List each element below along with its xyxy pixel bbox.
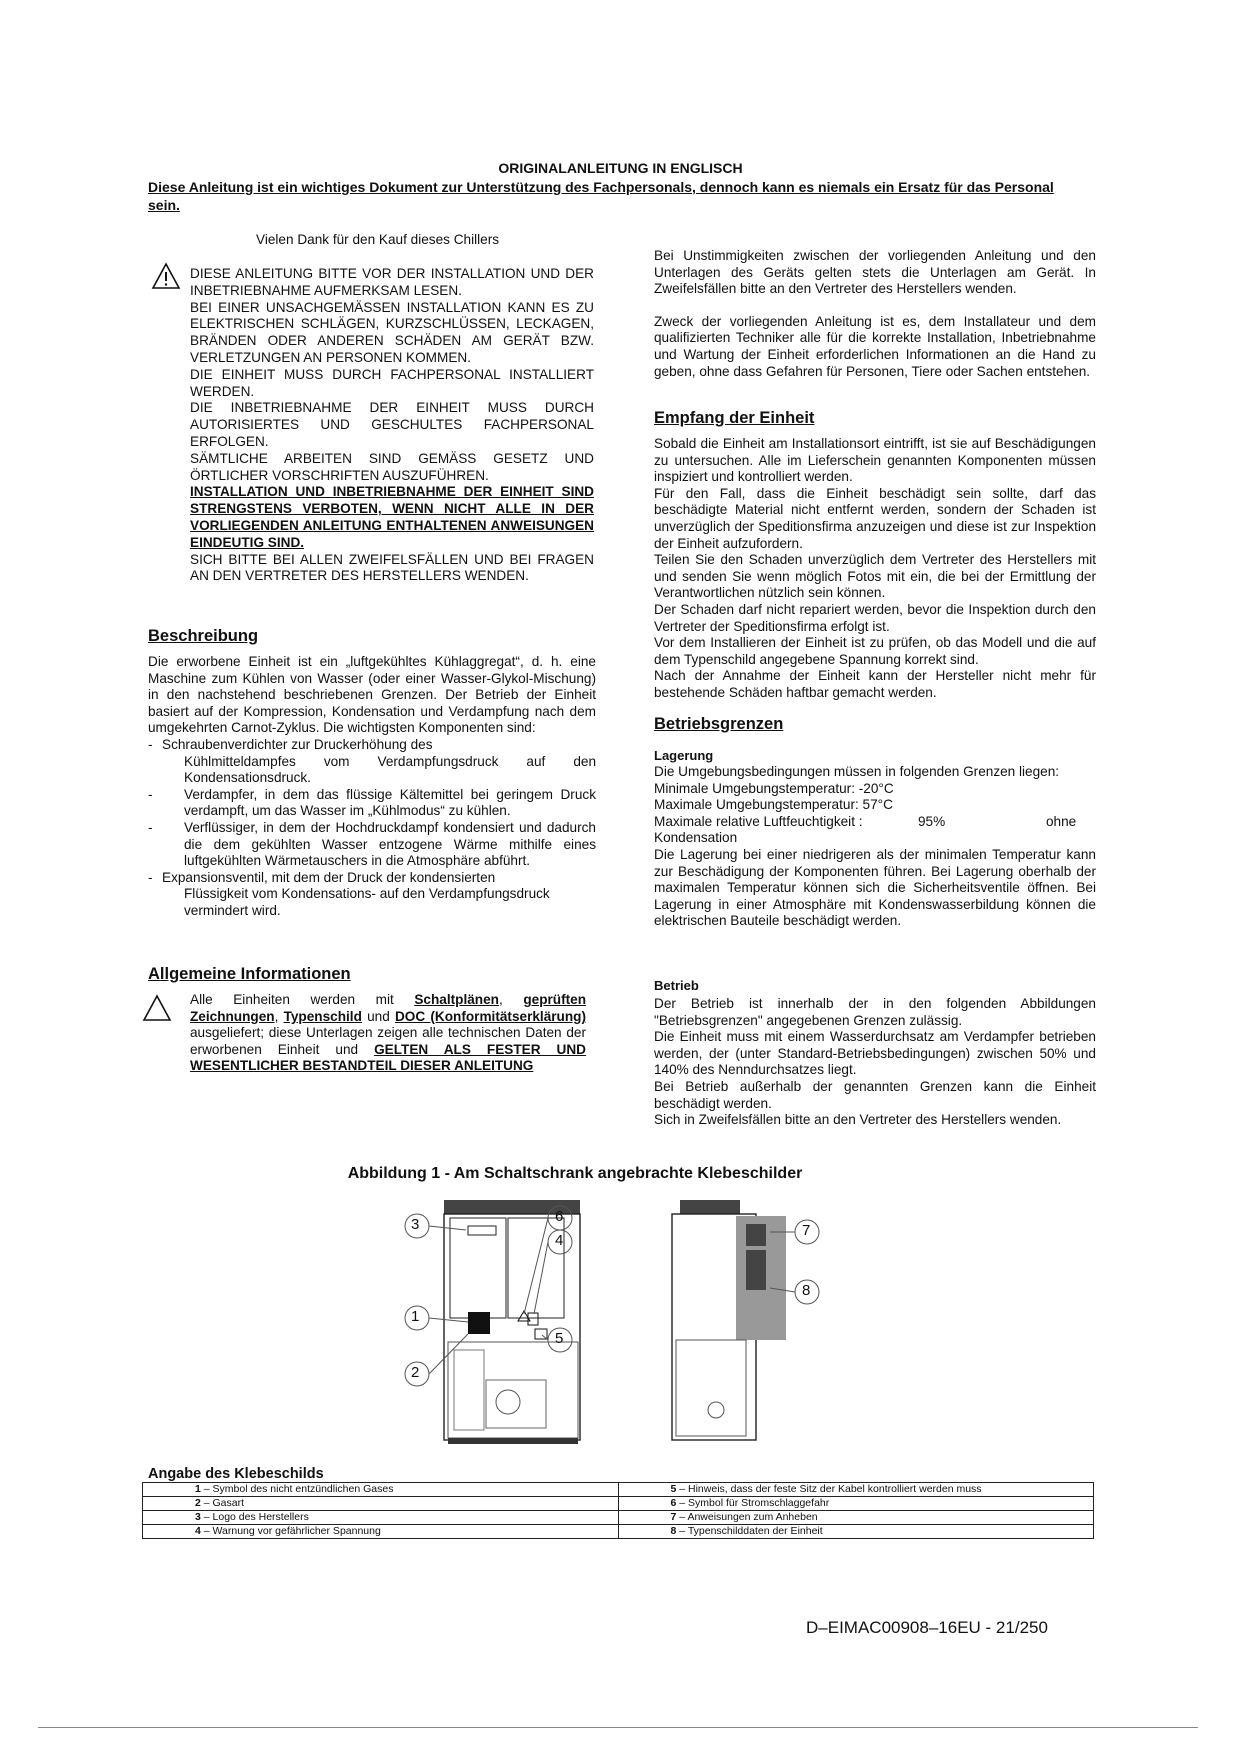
storage-section: Die Umgebungsbedingungen müssen in folgenden Grenzen liegen: Minimale Umgebungstemperatur: -20°C Maximale Umgebungstemperatur: 57°C Maximale relative Luftfeuchtigkeit : 95% ohne Kondensation Die Lagerung bei einer niedrigeren als der minimalen Temperatur kann zur Beschädigung der Komponenten führen. Bei Lagerung oberhalb der maximalen Temperatur können sich die Sicherheitsventile öffnen. Bei Lagerung in einer Atmosphäre mit Kondenswasserbildung können die elektrischen Bauteile beschädigt werden. — [654, 764, 1096, 929]
purpose-paragraph: Zweck der vorliegenden Anleitung ist es, dem Installateur und dem qualifizierten Techniker alle für die korrekte Installation, Inbetriebnahme und Wartung der Einheit erforderlichen Informationen an die Hand zu geben, ohne dass Gefahren für Personen, Tiere oder Sachen entstehen. — [654, 313, 1096, 379]
warning-line: BEI EINER UNSACHGEMÄSSEN INSTALLATION KANN ES ZU ELEKTRISCHEN SCHLÄGEN, KURZSCHLÜSSEN, LECKAGEN, BRÄNDEN ODER ANDEREN SCHÄDEN AM GERÄT BZW. VERLETZUNGEN AN PERSONEN KOMMEN. — [190, 299, 594, 365]
callout-label: 2 — [411, 1364, 420, 1381]
warning-triangle-icon — [142, 994, 172, 1022]
thanks-text: Vielen Dank für den Kauf dieses Chillers — [256, 232, 500, 247]
description-section — [148, 654, 596, 920]
description-heading: Beschreibung — [148, 627, 259, 645]
chiller-front-diagram — [400, 1190, 840, 1460]
warning-line: DIESE ANLEITUNG BITTE VOR DER INSTALLATION UND DER INBETRIEBNAHME AUFMERKSAM LESEN. — [190, 266, 594, 298]
storage-heading: Lagerung — [654, 748, 714, 763]
component-item: - Verflüssiger, in dem der Hochdruckdampf kondensiert und dadurch die dem gekühlten Wasser entzogene Wärme mithilfe eines luftgekühlten Wärmetauschers in die Atmosphäre abführt. — [148, 819, 596, 869]
legend-table — [142, 1482, 1094, 1539]
callout-label: 6 — [555, 1208, 564, 1225]
operation-section: Der Betrieb ist innerhalb der in den folgenden Abbildungen "Betriebsgrenzen" angegebenen Grenzen zulässig. Die Einheit muss mit einem Wasserdurchsatz am Verdampfer betrieben werden, der (unter Standard-Betriebsbedingungen) zwischen 50% und 140% des Nenndurchsatzes liegt. Bei Betrieb außerhalb der genannten Grenzen kann die Einheit beschädigt werden. Sich in Zweifelsfällen bitte an den Vertreter des Herstellers wenden. — [654, 996, 1096, 1128]
table-row: 1 – Symbol des nicht entzündlichen Gases 5 – Hinweis, dass der feste Sitz der Kabel kontrolliert werden muss — [143, 1483, 1094, 1497]
component-item: - Verdampfer, in dem das flüssige Kältemittel bei geringem Druck verdampft, um das Wasser im „Kühlmodus“ zu kühlen. — [148, 786, 596, 819]
callout-label: 8 — [802, 1282, 811, 1299]
operation-heading: Betrieb — [654, 978, 699, 993]
page-divider — [38, 1727, 1198, 1728]
table-row: 2 – Gasart 6 – Symbol für Stromschlaggefahr — [143, 1497, 1094, 1511]
callout-label: 1 — [411, 1308, 420, 1325]
description-intro: Die erworbene Einheit ist ein „luftgekühltes Kühlaggregat“, d. h. eine Maschine zum Kühlen von Wasser (oder einer Wasser-Glykol-Mischung) in den nachstehend beschriebenen Grenzen. Der Betrieb der Einheit basiert auf der Kompression, Kondensation und Verdampfung nach dem umgekehrten Carnot-Zyklus. Die wichtigsten Komponenten sind: — [148, 654, 596, 736]
callout-label: 3 — [411, 1216, 420, 1233]
table-row: 3 – Logo des Herstellers 7 – Anweisungen zum Anheben — [143, 1511, 1094, 1525]
table-row: 4 – Warnung vor gefährlicher Spannung 8 – Typenschilddaten der Einheit — [143, 1525, 1094, 1539]
warning-triangle-icon — [151, 262, 181, 290]
general-info-heading: Allgemeine Informationen — [148, 965, 351, 983]
callout-label: 7 — [802, 1222, 811, 1239]
right-column — [654, 248, 1096, 380]
warning-line: DIE EINHEIT MUSS DURCH FACHPERSONAL INSTALLIERT WERDEN. — [190, 366, 594, 399]
component-item: - Schraubenverdichter zur Druckerhöhung des Kühlmitteldampfes vom Verdampfungsdruck auf den Kondensationsdruck. — [148, 736, 596, 786]
document-subtitle: Diese Anleitung ist ein wichtiges Dokument zur Unterstützung des Fachpersonals, dennoch kann es niemals ein Ersatz für das Personal sein. — [148, 179, 1054, 213]
discrepancy-paragraph: Bei Unstimmigkeiten zwischen der vorliegenden Anleitung und den Unterlagen des Geräts gelten stets die Unterlagen am Gerät. In Zweifelsfällen bitte an den Vertreter des Herstellers wenden. — [654, 248, 1096, 297]
document-title: ORIGINALANLEITUNG IN ENGLISCH — [498, 160, 743, 176]
warning-end: SICH BITTE BEI ALLEN ZWEIFELSFÄLLEN UND BEI FRAGEN AN DEN VERTRETER DES HERSTELLERS WENDEN. — [190, 551, 594, 584]
callout-label: 4 — [555, 1232, 564, 1249]
limits-heading: Betriebsgrenzen — [654, 715, 784, 733]
warning-line: SÄMTLICHE ARBEITEN SIND GEMÄSS GESETZ UND ÖRTLICHER VORSCHRIFTEN AUSZUFÜHREN. — [190, 450, 594, 483]
figure-title: Abbildung 1 - Am Schaltschrank angebrachte Klebeschilder — [347, 1165, 803, 1182]
receipt-section: Sobald die Einheit am Installationsort eintrifft, ist sie auf Beschädigungen zu untersuchen. Alle im Lieferschein genannten Komponenten müssen inspiziert und kontrolliert werden. Für den Fall, dass die Einheit beschädigt sein sollte, darf das beschädigte Material nicht entfernt werden, sondern der Schaden ist unverzüglich der Speditionsfirma anzuzeigen und diese ist zur Inspektion der Einheit aufzufordern. Teilen Sie den Schaden unverzüglich dem Vertreter des Herstellers mit und senden Sie wenn möglich Fotos mit ein, die bei der Ermittlung der Verantwortlichen nützlich sein können. Der Schaden darf nicht repariert werden, bevor die Inspektion durch den Vertreter der Speditionsfirma erfolgt ist. Vor dem Installieren der Einheit ist zu prüfen, ob das Modell und die auf dem Typenschild angegebene Spannung korrekt sind. Nach der Annahme der Einheit kann der Hersteller nicht mehr für bestehende Schäden haftbar gemacht werden. — [654, 436, 1096, 700]
component-item: - Expansionsventil, mit dem der Druck der kondensierten Flüssigkeit vom Kondensations- auf den Verdampfungsdruck vermindert wird. — [148, 869, 550, 918]
safety-warning — [190, 266, 594, 585]
callout-label: 5 — [555, 1330, 564, 1347]
legend-title: Angabe des Klebeschilds — [148, 1466, 324, 1482]
receipt-heading: Empfang der Einheit — [654, 409, 815, 427]
warning-bold: INSTALLATION UND INBETRIEBNAHME DER EINHEIT SIND STRENGSTENS VERBOTEN, WENN NICHT ALLE IN DER VORLIEGENDEN ANLEITUNG ENTHALTENEN ANWEISUNGEN EINDEUTIG SIND. — [190, 484, 594, 550]
warning-line: DIE INBETRIEBNAHME DER EINHEIT MUSS DURCH AUTORISIERTES UND GESCHULTES FACHPERSONAL ERFOLGEN. — [190, 400, 594, 449]
general-info-text: Alle Einheiten werden mit Schaltplänen, geprüften Zeichnungen, Typenschild und DOC (Konformitätserklärung) ausgeliefert; diese Unterlagen zeigen alle technischen Daten der erworbenen Einheit und GELTEN ALS FESTER UND WESENTLICHER BESTANDTEIL DIESER ANLEITUNG — [190, 992, 587, 1074]
label-1-marker — [468, 1312, 490, 1334]
page-footer-id: D–EIMAC00908–16EU - 21/250 — [806, 1618, 1048, 1637]
